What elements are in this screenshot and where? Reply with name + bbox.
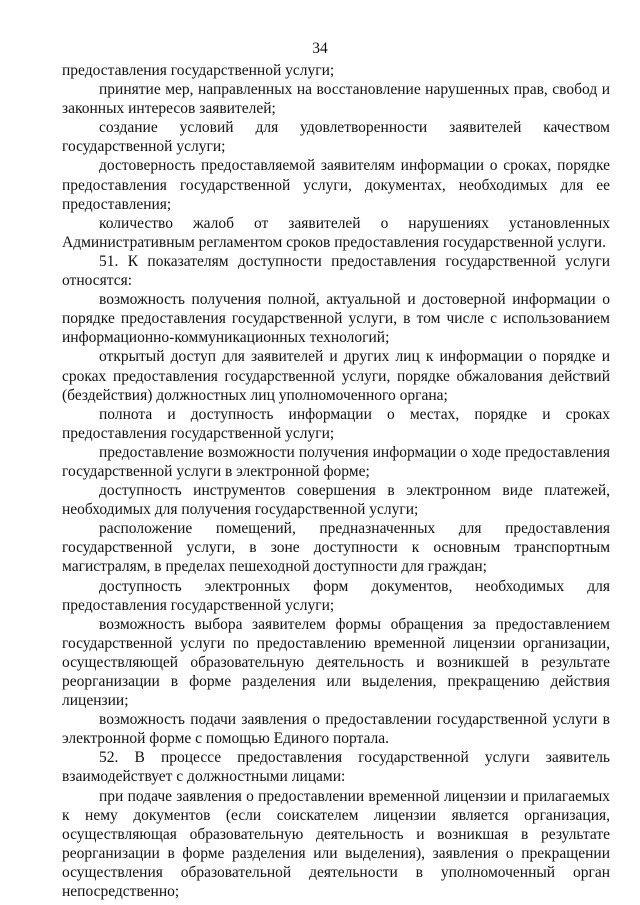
paragraph: 51. К показателям доступности предоставления государственной услуги относятся: (62, 252, 610, 290)
paragraph: полнота и доступность информации о местах, порядке и сроках предоставления государственной услуги; (62, 405, 610, 442)
paragraph: при подаче заявления о предоставлении временной лицензии и прилагаемых к нему документов (если соискателем лицензии является организация, осуществляющая образовательную деятельность и возникшая в результате реорганизации в форме разделения или выделения), заявления о прекращении осуществления образовательной деятельности в уполномоченный орган непосредственно; (62, 787, 610, 901)
paragraph: доступность инструментов совершения в электронном виде платежей, необходимых для получения государственной услуги; (62, 482, 610, 519)
paragraph: предоставление возможности получения информации о ходе предоставления государственной услуги в электронной форме; (62, 443, 610, 480)
document-body (62, 61, 610, 901)
paragraph: предоставления государственной услуги; (62, 62, 335, 79)
paragraph: возможность получения полной, актуальной и достоверной информации о порядке предоставления государственной услуги, в том числе с использованием информационно-коммуникационных технологий; (62, 291, 610, 347)
paragraph: возможность выбора заявителем формы обращения за предоставлением государственной услуги по предоставлению временной лицензии организации, осуществляющей образовательную деятельность и возникшей в результате реорганизации в форме разделения или выделения, прекращению действия лицензии; (62, 615, 610, 710)
paragraph: открытый доступ для заявителей и других лиц к информации о порядке и сроках предоставления государственной услуги, порядке обжалования действий (бездействия) должностных лиц уполномоченного органа; (62, 348, 610, 404)
paragraph: количество жалоб от заявителей о нарушениях установленных Административным регламентом сроков предоставления государственной услуги. (62, 214, 610, 251)
paragraph: создание условий для удовлетворенности заявителей качеством государственной услуги; (62, 119, 610, 156)
paragraph: достоверность предоставляемой заявителям информации о сроках, порядке предоставления государственной услуги, документах, необходимых для ее предоставления; (62, 157, 610, 213)
page-number: 34 (312, 40, 328, 57)
paragraph: возможность подачи заявления о предоставлении государственной услуги в электронной форме с помощью Единого портала. (62, 711, 610, 748)
paragraph: доступность электронных форм документов, необходимых для предоставления государственной услуги; (62, 577, 610, 614)
paragraph: 52. В процессе предоставления государственной услуги заявитель взаимодействует с должностными лицами: (62, 749, 610, 786)
paragraph: принятие мер, направленных на восстановление нарушенных прав, свобод и законных интересов заявителей; (62, 81, 610, 118)
paragraph: расположение помещений, предназначенных для предоставления государственной услуги, в зоне доступности к основным транспортным магистралям, в пределах пешеходной доступности для граждан; (62, 520, 610, 576)
